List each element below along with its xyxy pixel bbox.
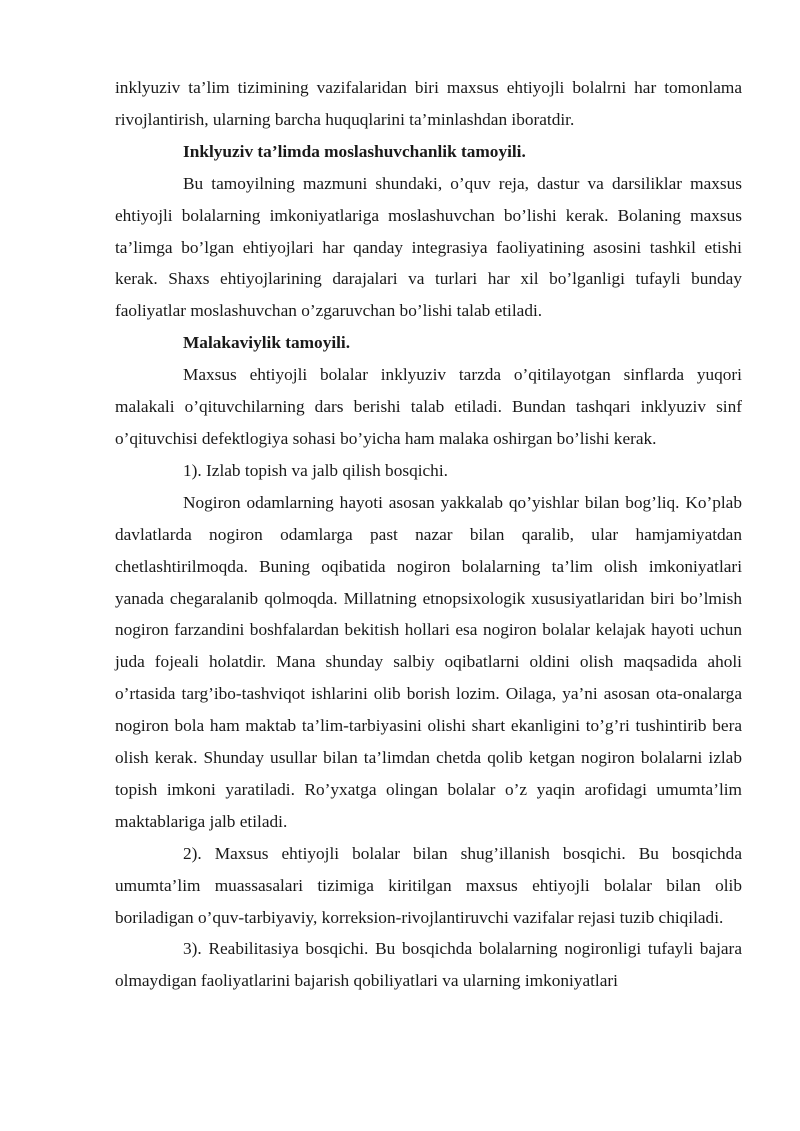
paragraph-stage-1-title: 1). Izlab topish va jalb qilish bosqichi. (183, 460, 448, 480)
paragraph-flexibility: Bu tamoyilning mazmuni shundaki, o’quv reja, dastur va darsiliklar maxsus ehtiyojli bolalarning imkoniyatlariga moslashuvchan bo’lishi kerak. Bolaning maxsus ta’limga bo’lgan ehtiyojlari har qanday integrasiya faoliyatining asosini tashkil etishi kerak. Shaxs ehtiyojlarining darajalari va turlari har xil bo’lganligi tufayli bunday faoliyatlar moslashuvchan o’zgaruvchan bo’lishi talab etiladi. (115, 173, 742, 321)
paragraph-stage-1-body: Nogiron odamlarning hayoti asosan yakkalab qo’yishlar bilan bog’liq. Ko’plab davlatlarda nogiron odamlarga past nazar bilan qaralib, ular hamjamiyatdan chetlashtirilmoqda. Buning oqibatida nogiron bolalarning ta’lim olish imkoniyatlari yanada chegaralanib qolmoqda. Millatning etnopsixologik xususiyatlaridan biri bo’lmish nogiron farzandini boshfalardan bekitish hollari esa nogiron bolalar kelajak hayoti uchun juda fojeali holatdir. Mana shunday salbiy oqibatlarni oldini olish maqsadida aholi o’rtasida targ’ibo-tashviqot ishlarini olib borish lozim. Oilaga, ya’ni asosan ota-onalarga nogiron bola ham maktab ta’lim-tarbiyasini olishi shart ekanligini to’g’ri tushintirib bera olish kerak. Shunday usullar bilan ta’limdan chetda qolib ketgan nogiron bolalarni izlab topish imkoni yaratiladi. Ro’yxatga olingan bolalar o’z yaqin arofidagi umumta’lim maktablariga jalb etiladi. (115, 492, 742, 831)
paragraph-stage-3: 3). Reabilitasiya bosqichi. Bu bosqichda bolalarning nogironligi tufayli bajara olmaydigan faoliyatlarini bajarish qobiliyatlari va ularning imkoniyatlari (115, 939, 742, 991)
heading-qualification-principle: Malakaviylik tamoyili. (183, 333, 351, 353)
paragraph-stage-2: 2). Maxsus ehtiyojli bolalar bilan shug’illanish bosqichi. Bu bosqichda umumta’lim muassasalari tizimiga kiritilgan maxsus ehtiyojli bolalar bilan olib boriladigan o’quv-tarbiyaviy, korreksion-rivojlantiruvchi vazifalar rejasi tuzib chiqiladi. (115, 843, 742, 927)
paragraph-intro-continuation: inklyuziv ta’lim tizimining vazifalaridan biri maxsus ehtiyojli bolalrni har tomonlama rivojlantirish, ularning barcha huquqlarini ta’minlashdan iboratdir. (115, 78, 742, 129)
document-page (115, 72, 742, 997)
paragraph-qualification: Maxsus ehtiyojli bolalar inklyuziv tarzda o’qitilayotgan sinflarda yuqori malakali o’qituvchilarning dars berishi talab etiladi. Bundan tashqari inklyuziv sinf o’qituvchisi defektlogiya sohasi bo’yicha ham malaka oshirgan bo’lishi kerak. (115, 365, 742, 448)
heading-flexibility-principle: Inklyuziv ta’limda moslashuvchanlik tamoyili. (183, 141, 526, 161)
